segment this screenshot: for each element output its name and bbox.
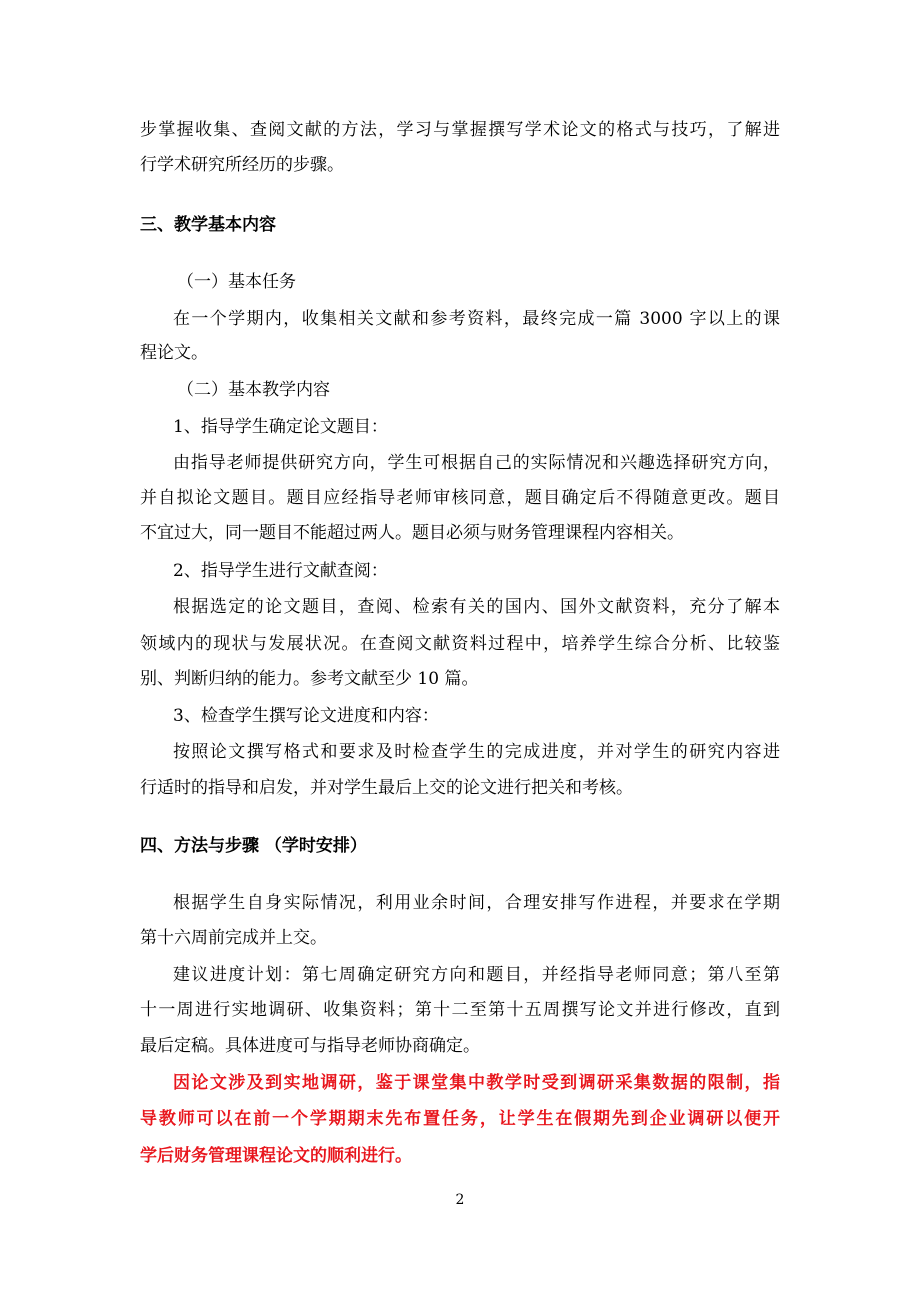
paragraph-line: 不宜过大，同一题目不能超过两人。题目必须与财务管理课程内容相关。 — [140, 523, 684, 543]
item-heading: 1、指导学生确定论文题目： — [173, 417, 388, 437]
paragraph-line: 程论文。 — [140, 343, 208, 363]
section-heading: 三、教学基本内容 — [140, 215, 276, 235]
emphasis-line: 因论文涉及到实地调研，鉴于课堂集中教学时受到调研采集数据的限制，指 — [173, 1073, 780, 1093]
paragraph-line: 行适时的指导和启发，并对学生最后上交的论文进行把关和考核。 — [140, 778, 633, 798]
paragraph-line: 最后定稿。具体进度可与指导老师协商确定。 — [140, 1036, 480, 1056]
paragraph-line: 十一周进行实地调研、收集资料；第十二至第十五周撰写论文并进行修改，直到 — [140, 1000, 780, 1020]
paragraph-line: 领域内的现状与发展状况。在查阅文献资料过程中，培养学生综合分析、比较鉴 — [140, 634, 780, 654]
paragraph-line: 建议进度计划：第七周确定研究方向和题目，并经指导老师同意；第八至第 — [173, 965, 780, 985]
paragraph-line: 并自拟论文题目。题目应经指导老师审核同意，题目确定后不得随意更改。题目 — [140, 488, 780, 508]
subsection-heading: （二）基本教学内容 — [177, 380, 330, 400]
paragraph-line: 步掌握收集、查阅文献的方法，学习与掌握撰写学术论文的格式与技巧，了解进 — [140, 120, 780, 140]
paragraph-line: 行学术研究所经历的步骤。 — [140, 155, 344, 175]
paragraph-line: 按照论文撰写格式和要求及时检查学生的完成进度，并对学生的研究内容进 — [173, 742, 780, 762]
emphasis-line: 导教师可以在前一个学期期末先布置任务，让学生在假期先到企业调研以便开 — [140, 1109, 780, 1129]
paragraph-line: 根据选定的论文题目，查阅、检索有关的国内、国外文献资料，充分了解本 — [173, 597, 780, 617]
page-number: 2 — [455, 1192, 465, 1208]
paragraph-line: 在一个学期内，收集相关文献和参考资料，最终完成一篇 3000 字以上的课 — [173, 309, 780, 329]
item-heading: 2、指导学生进行文献查阅： — [173, 561, 388, 581]
paragraph-line: 别、判断归纳的能力。参考文献至少 10 篇。 — [140, 669, 479, 689]
item-heading: 3、检查学生撰写论文进度和内容： — [173, 706, 439, 726]
section-heading: 四、方法与步骤 （学时安排） — [140, 836, 367, 856]
subsection-heading: （一）基本任务 — [177, 272, 296, 292]
paragraph-line: 第十六周前完成并上交。 — [140, 928, 327, 948]
paragraph-line: 根据学生自身实际情况，利用业余时间，合理安排写作进程，并要求在学期 — [173, 893, 780, 913]
emphasis-line: 学后财务管理课程论文的顺利进行。 — [140, 1146, 412, 1166]
paragraph-line: 由指导老师提供研究方向，学生可根据自己的实际情况和兴趣选择研究方向， — [173, 453, 780, 473]
